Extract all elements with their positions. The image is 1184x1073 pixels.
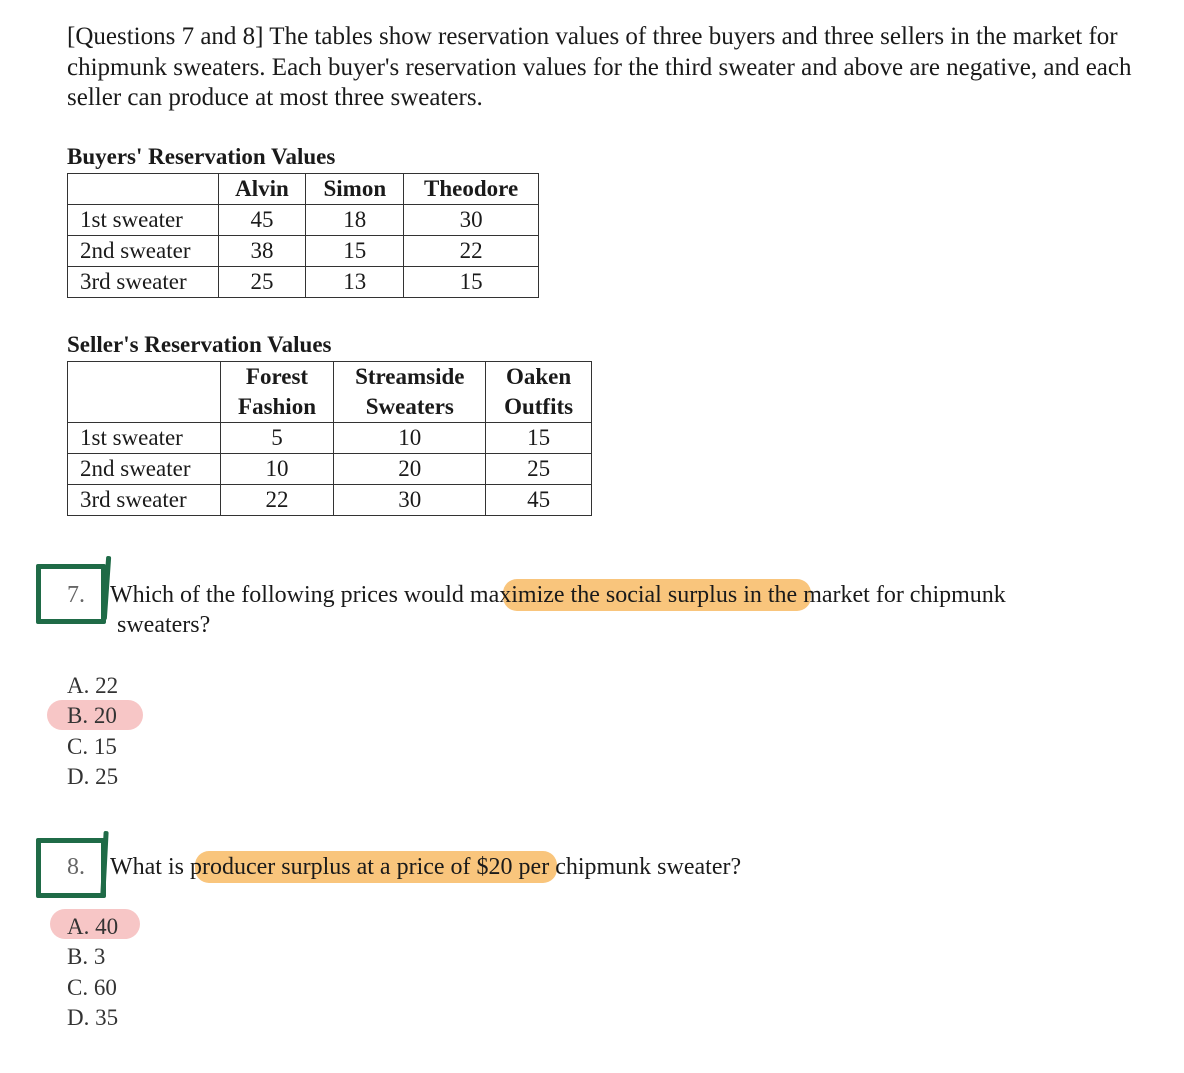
row-label: 3rd sweater [68,267,219,298]
buyers-header-simon: Simon [306,174,404,205]
sellers-table [67,361,592,516]
row-label: 2nd sweater [68,454,221,485]
header-line: Forest [245,364,309,389]
q8-choice-b[interactable]: B. 3 [67,944,106,970]
buyers-table [67,173,539,298]
intro-paragraph: [Questions 7 and 8] The tables show reservation values of three buyers and three sellers in the market for chipmunk sweaters. Each buyer's reservation values for the third sweater and above are negative, and each seller can produce at most three sweaters. [67,23,1132,111]
table-cell: 10 [334,423,486,454]
row-label: 1st sweater [68,205,219,236]
q7-choice-a[interactable]: A. 22 [67,673,119,698]
q8-choice-d[interactable]: D. 35 [67,1004,119,1030]
table-row [68,454,592,485]
table-cell: 25 [486,454,592,485]
row-label: 2nd sweater [68,236,219,267]
q7-choices [67,671,118,792]
q7-text [110,580,1006,610]
q8-number: 8. [67,854,85,880]
header-line: Sweaters [365,394,454,419]
row-label: 1st sweater [68,423,221,454]
table-row [68,423,592,454]
q8-text-before: What is [110,854,190,880]
table-cell: 5 [220,423,334,454]
buyers-table-caption: Buyers' Reservation Values [67,144,336,169]
table-cell: 22 [220,485,334,516]
buyers-header-alvin: Alvin [218,174,306,205]
q8-choices [67,912,118,1033]
sellers-header-row [68,362,592,423]
buyers-header-empty [68,174,219,205]
row-label: 3rd sweater [68,485,221,516]
header-line: Fashion [238,394,316,419]
table-cell: 15 [306,236,404,267]
table-cell: 18 [306,205,404,236]
header-line: Streamside [355,364,465,389]
q8-text [110,852,741,882]
table-cell: 10 [220,454,334,485]
buyers-header-theodore: Theodore [404,174,539,205]
sellers-header-empty [68,362,221,423]
sellers-header-oaken-outfits [486,362,592,423]
table-cell: 45 [486,485,592,516]
table-cell: 38 [218,236,306,267]
table-cell: 15 [404,267,539,298]
table-cell: 22 [404,236,539,267]
q8-choice-c[interactable]: C. 60 [67,974,117,1000]
table-row [68,236,539,267]
sellers-header-forest-fashion [220,362,334,423]
header-line: Outfits [504,394,574,419]
q8-text-highlight: producer surplus at a price of $20 [189,854,513,880]
table-cell: 30 [404,205,539,236]
table-row [68,205,539,236]
table-cell: 30 [334,485,486,516]
q8-text-after: per chipmunk sweater? [512,854,742,880]
table-cell: 15 [486,423,592,454]
buyers-header-row [68,174,539,205]
sellers-header-streamside-sweaters [334,362,486,423]
table-cell: 13 [306,267,404,298]
table-row [68,267,539,298]
table-cell: 25 [218,267,306,298]
table-row [68,485,592,516]
q7-text-before: Which of the following prices would [110,582,470,608]
q7-choice-b[interactable]: B. 20 [67,703,117,729]
q7-number: 7. [67,582,85,608]
table-cell: 20 [334,454,486,485]
q7-text-line2: sweaters? [117,612,211,638]
q8-choice-a[interactable]: A. 40 [67,914,119,939]
q7-text-highlight: maximize the social surplus [469,582,738,608]
header-line: Oaken [505,364,572,389]
table-cell: 45 [218,205,306,236]
sellers-table-caption: Seller's Reservation Values [67,332,332,357]
q7-choice-c[interactable]: C. 15 [67,733,117,759]
q7-text-after: in the market for chipmunk [737,582,1006,608]
q7-choice-d[interactable]: D. 25 [67,763,119,789]
